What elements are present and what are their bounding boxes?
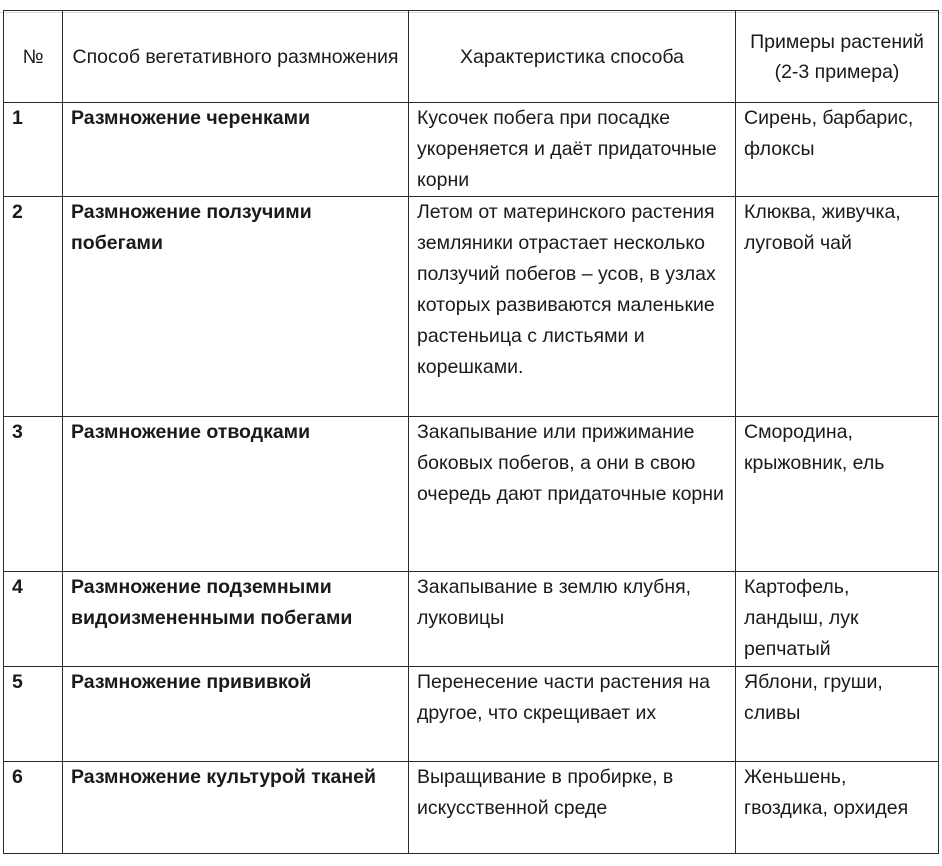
header-examples: Примеры растений (2-3 примера) [736,11,939,103]
table-row [4,572,939,667]
row-description: Летом от материнского растения земляники отрастает несколько ползучий побегов – усов, в узлах которых развиваются маленькие растеньица с листьями и корешками. [409,197,736,417]
row-method: Размножение подземными видоизмененными побегами [63,572,409,667]
row-examples: Смородина, крыжовник, ель [736,417,939,572]
row-number: 1 [4,103,63,197]
row-description: Закапывание или прижимание боковых побегов, а они в свою очередь дают придаточные корни [409,417,736,572]
table-row [4,667,939,762]
row-number: 5 [4,667,63,762]
row-examples: Яблони, груши, сливы [736,667,939,762]
row-examples: Женьшень, гвоздика, орхидея [736,762,939,854]
row-description: Перенесение части растения на другое, что скрещивает их [409,667,736,762]
row-number: 6 [4,762,63,854]
row-method: Размножение ползучими побегами [63,197,409,417]
table-row [4,103,939,197]
row-method: Размножение прививкой [63,667,409,762]
row-method: Размножение черенками [63,103,409,197]
header-description: Характеристика способа [409,11,736,103]
row-description: Закапывание в землю клубня, луковицы [409,572,736,667]
row-description: Выращивание в пробирке, в искусственной среде [409,762,736,854]
table-row [4,762,939,854]
row-number: 4 [4,572,63,667]
table-row [4,197,939,417]
row-number: 2 [4,197,63,417]
row-examples: Картофель, ландыш, лук репчатый [736,572,939,667]
row-description: Кусочек побега при посадке укореняется и даёт придаточные корни [409,103,736,197]
table-header-row [4,11,939,103]
table-row [4,417,939,572]
row-examples: Сирень, барбарис, флоксы [736,103,939,197]
header-number: № [4,11,63,103]
row-method: Размножение культурой тканей [63,762,409,854]
row-examples: Клюква, живучка, луговой чай [736,197,939,417]
row-number: 3 [4,417,63,572]
header-method: Способ вегетативного размножения [63,11,409,103]
row-method: Размножение отводками [63,417,409,572]
vegetative-propagation-table [3,10,939,854]
